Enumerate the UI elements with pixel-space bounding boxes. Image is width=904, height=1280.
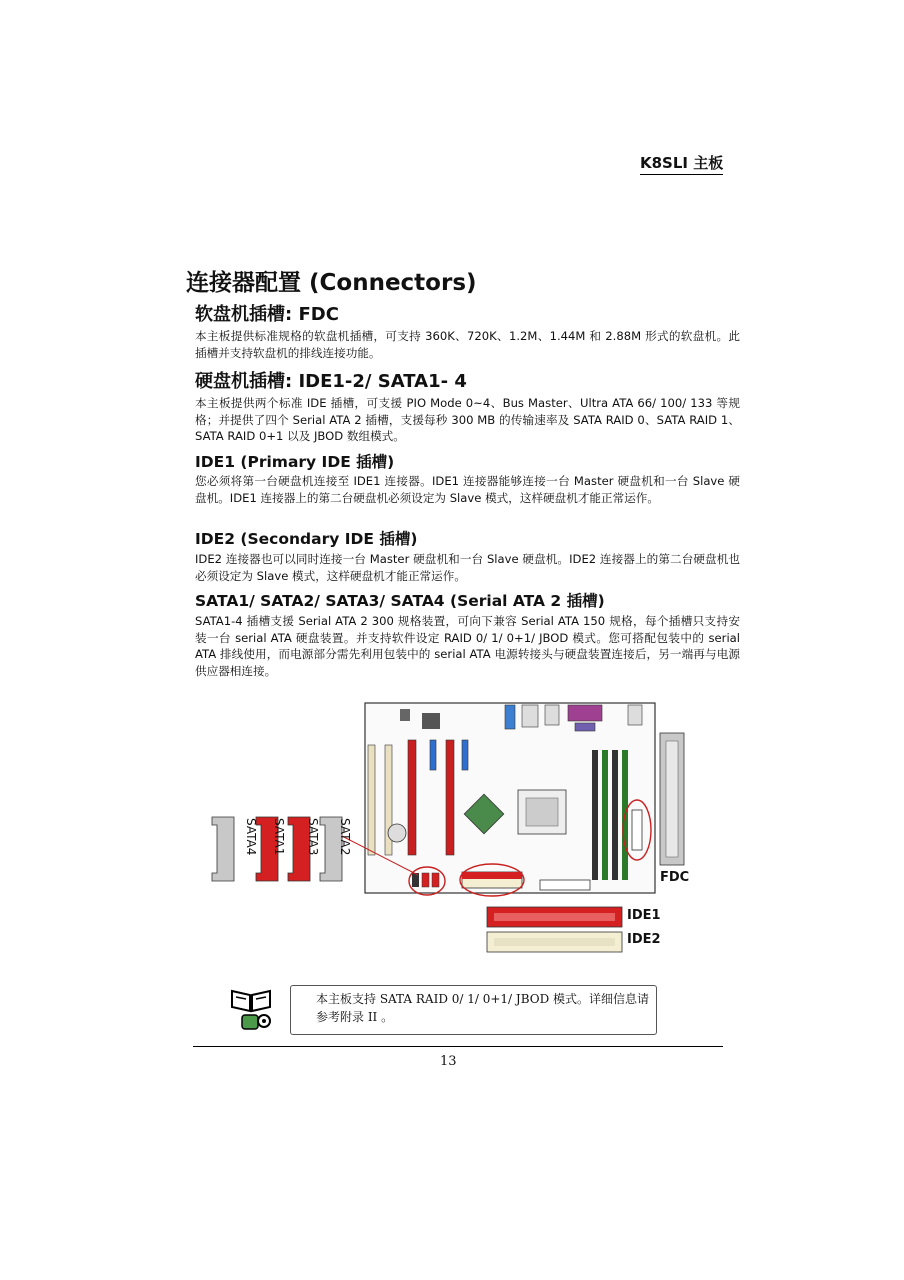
rear-io-ps2: [628, 705, 642, 725]
sata-heading: SATA1/ SATA2/ SATA3/ SATA4 (Serial ATA 2 插槽): [195, 592, 605, 610]
atx-power-connector: [540, 880, 590, 890]
dimm-slot-1: [592, 750, 598, 880]
rear-io-parallel: [568, 705, 602, 721]
sata2-label: SATA2: [338, 818, 352, 856]
ide1-label: IDE1: [627, 908, 661, 923]
page-number: 13: [440, 1054, 457, 1069]
cmos-battery: [388, 824, 406, 842]
note-text: 本主板支持 SATA RAID 0/ 1/ 0+1/ JBOD 模式。详细信息请参考附录 II 。: [316, 992, 650, 1024]
footer-rule: [193, 1046, 723, 1047]
sata-onboard-2: [432, 873, 439, 887]
sata1-label: SATA1: [272, 818, 286, 856]
pcie-x16-slot-1: [408, 740, 416, 855]
rear-io-usb-lan: [522, 705, 538, 727]
sata-paragraph: SATA1-4 插槽支援 Serial ATA 2 300 规格装置，可向下兼容 Serial ATA 150 规格，每个插槽只支持安装一台 serial ATA 硬盘装置。并支持软件设定 RAID 0/ 1/ 0+1/ JBOD 模式。您可搭配包装中的 serial ATA 排线使用，而电源部分需先利用包装中的 serial ATA 电源转接头与硬盘装置连接后，另一端再与电源供应器相连接。: [195, 614, 740, 678]
pci-slot-1: [368, 745, 375, 855]
pcie-x1-slot-2: [462, 740, 468, 770]
notebook-reader-icon: [228, 985, 276, 1033]
ide2-heading: IDE2 (Secondary IDE 插槽): [195, 530, 418, 548]
dimm-slot-3: [612, 750, 618, 880]
rear-io-audio: [505, 705, 515, 729]
ide-sata-heading: 硬盘机插槽: IDE1-2/ SATA1- 4: [195, 371, 467, 392]
sata-onboard-3: [412, 873, 419, 887]
ide-sata-paragraph: 本主板提供两个标准 IDE 插槽，可支援 PIO Mode 0~4、Bus Master、Ultra ATA 66/ 100/ 133 等规格；并提供了四个 Serial ATA 2 插槽，支援每秒 300 MB 的传输速率及 SATA RAID 0、SATA RAID 1、SATA RAID 0+1 以及 JBOD 数组模式。: [195, 396, 740, 444]
rear-io-serial: [575, 723, 595, 731]
rear-io-usb: [545, 705, 559, 725]
ide1-heading: IDE1 (Primary IDE 插槽): [195, 453, 395, 471]
manual-header-title: K8SLI 主板: [640, 152, 723, 175]
pcie-x16-slot-2: [446, 740, 454, 855]
section-title: 连接器配置 (Connectors): [186, 270, 477, 296]
fdc-onboard-header: [632, 810, 642, 850]
ide1-paragraph: 您必须将第一台硬盘机连接至 IDE1 连接器。IDE1 连接器能够连接一台 Master 硬盘机和一台 Slave 硬盘机。IDE1 连接器上的第二台硬盘机必须设定为 Slave 模式，这样硬盘机才能正常运作。: [195, 474, 740, 505]
pcie-x1-slot-1: [430, 740, 436, 770]
fdc-heading: 软盘机插槽: FDC: [195, 304, 339, 325]
fdc-label: FDC: [660, 870, 690, 885]
sata-onboard-1: [422, 873, 429, 887]
sata4-label: SATA4: [244, 818, 258, 856]
sata4-connector: [212, 817, 234, 881]
ide2-paragraph: IDE2 连接器也可以同时连接一台 Master 硬盘机和一台 Slave 硬盘机。IDE2 连接器上的第二台硬盘机也必须设定为 Slave 模式，这样硬盘机才能正常运作。: [195, 552, 740, 583]
ide2-label: IDE2: [627, 932, 661, 947]
dimm-slot-2: [602, 750, 608, 880]
sata3-label: SATA3: [306, 818, 320, 856]
fdc-paragraph: 本主板提供标准规格的软盘机插槽，可支持 360K、720K、1.2M、1.44M 和 2.88M 形式的软盘机。此插槽并支持软盘机的排线连接功能。: [195, 329, 740, 360]
